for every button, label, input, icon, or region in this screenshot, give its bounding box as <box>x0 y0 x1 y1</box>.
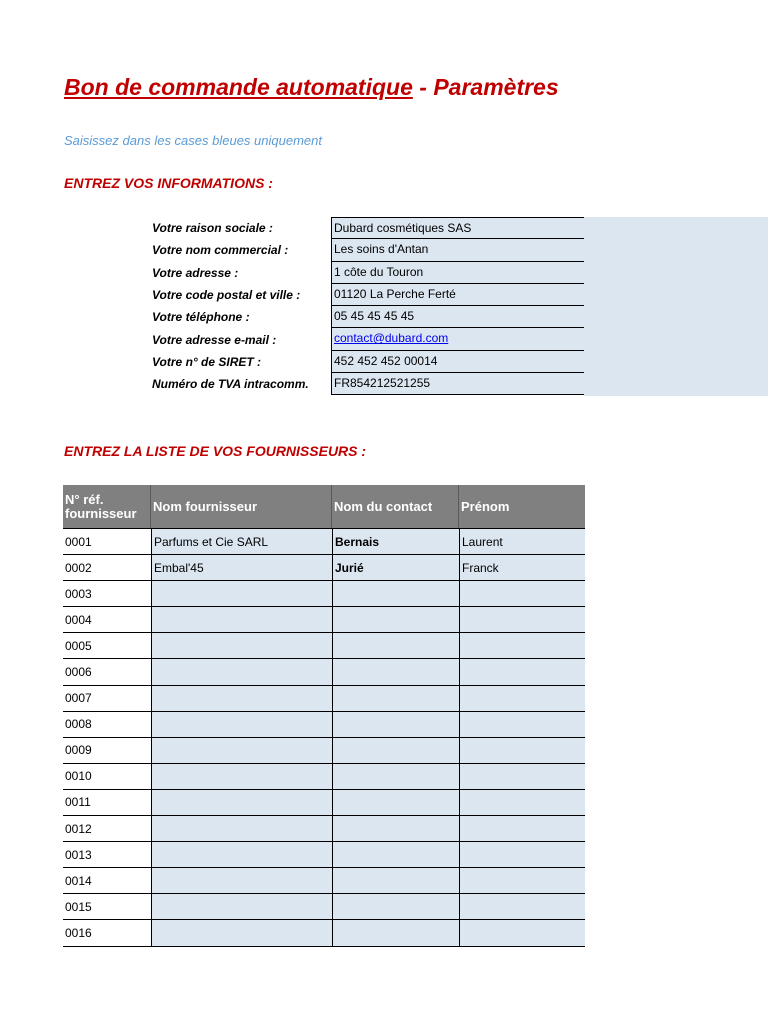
info-extension-fill <box>584 217 768 396</box>
cell-ref: 0013 <box>65 847 92 862</box>
info-input-field[interactable]: 1 côte du Touron <box>331 262 584 284</box>
table-row <box>63 686 585 712</box>
cell-supplier-name[interactable] <box>151 790 332 815</box>
cell-first-name[interactable] <box>459 790 585 815</box>
cell-supplier-name[interactable] <box>151 738 332 763</box>
info-label: Votre code postal et ville : <box>152 288 301 303</box>
info-row <box>152 284 584 306</box>
table-row <box>63 633 585 659</box>
cell-contact-name[interactable] <box>332 581 459 606</box>
cell-first-name[interactable] <box>459 633 585 658</box>
info-row <box>152 351 584 373</box>
info-label: Votre raison sociale : <box>152 221 273 236</box>
table-row <box>63 712 585 738</box>
cell-first-name[interactable] <box>459 842 585 867</box>
suppliers-table <box>63 485 585 947</box>
cell-supplier-name[interactable] <box>151 581 332 606</box>
table-row <box>63 607 585 633</box>
table-row <box>63 790 585 816</box>
cell-supplier-name[interactable] <box>151 712 332 737</box>
cell-ref: 0006 <box>65 665 92 680</box>
table-row <box>63 555 585 581</box>
cell-supplier-name[interactable]: Parfums et Cie SARL <box>151 529 332 554</box>
cell-first-name[interactable] <box>459 894 585 919</box>
info-label: Votre adresse : <box>152 265 239 280</box>
cell-supplier-name[interactable] <box>151 659 332 684</box>
table-body <box>63 529 585 947</box>
cell-contact-name[interactable] <box>332 607 459 632</box>
info-input-field[interactable]: FR854212521255 <box>331 373 584 395</box>
info-row <box>152 328 584 350</box>
header-contact-name: Nom du contact <box>332 485 459 528</box>
table-row <box>63 868 585 894</box>
cell-supplier-name[interactable] <box>151 868 332 893</box>
cell-first-name[interactable] <box>459 868 585 893</box>
cell-contact-name[interactable]: Bernais <box>332 529 459 554</box>
info-row <box>152 217 584 239</box>
section-heading-info: ENTREZ VOS INFORMATIONS : <box>64 175 273 191</box>
info-row <box>152 373 584 395</box>
cell-first-name[interactable] <box>459 607 585 632</box>
cell-supplier-name[interactable] <box>151 633 332 658</box>
cell-ref: 0009 <box>65 743 92 758</box>
email-link-field[interactable]: contact@dubard.com <box>331 328 584 350</box>
table-row <box>63 764 585 790</box>
cell-first-name[interactable] <box>459 712 585 737</box>
info-input-field[interactable]: 452 452 452 00014 <box>331 351 584 373</box>
cell-supplier-name[interactable] <box>151 842 332 867</box>
cell-supplier-name[interactable] <box>151 607 332 632</box>
cell-contact-name[interactable] <box>332 816 459 841</box>
cell-first-name[interactable]: Laurent <box>459 529 585 554</box>
cell-supplier-name[interactable] <box>151 816 332 841</box>
page-title <box>64 74 559 101</box>
cell-supplier-name[interactable] <box>151 764 332 789</box>
cell-contact-name[interactable] <box>332 842 459 867</box>
cell-supplier-name[interactable] <box>151 686 332 711</box>
cell-first-name[interactable]: Franck <box>459 555 585 580</box>
title-main: Bon de commande automatique <box>64 74 413 100</box>
info-form <box>152 217 584 395</box>
cell-first-name[interactable] <box>459 920 585 945</box>
instructions-text: Saisissez dans les cases bleues uniquement <box>64 133 322 148</box>
header-first-name: Prénom <box>461 498 510 514</box>
cell-first-name[interactable] <box>459 764 585 789</box>
info-input-field[interactable]: Les soins d'Antan <box>331 239 584 261</box>
cell-first-name[interactable] <box>459 686 585 711</box>
info-row <box>152 262 584 284</box>
cell-ref: 0010 <box>65 769 92 784</box>
section-heading-suppliers: ENTREZ LA LISTE DE VOS FOURNISSEURS : <box>64 443 367 459</box>
info-input-field[interactable]: 05 45 45 45 45 <box>331 306 584 328</box>
table-row <box>63 659 585 685</box>
header-ref: N° réf. fournisseur <box>63 485 151 528</box>
info-label: Votre téléphone : <box>152 310 250 325</box>
cell-contact-name[interactable]: Jurié <box>332 555 459 580</box>
cell-ref: 0008 <box>65 717 92 732</box>
cell-supplier-name[interactable]: Embal'45 <box>151 555 332 580</box>
cell-contact-name[interactable] <box>332 868 459 893</box>
cell-contact-name[interactable] <box>332 920 459 945</box>
table-row <box>63 529 585 555</box>
table-header-row <box>63 485 585 529</box>
cell-first-name[interactable] <box>459 659 585 684</box>
info-row <box>152 239 584 261</box>
info-label: Numéro de TVA intracomm. <box>152 377 309 392</box>
cell-ref: 0004 <box>65 612 92 627</box>
cell-first-name[interactable] <box>459 738 585 763</box>
cell-ref: 0015 <box>65 899 92 914</box>
cell-ref: 0005 <box>65 638 92 653</box>
table-row <box>63 920 585 946</box>
info-label: Votre n° de SIRET : <box>152 354 262 369</box>
info-label: Votre nom commercial : <box>152 243 289 258</box>
cell-contact-name[interactable] <box>332 633 459 658</box>
cell-ref: 0012 <box>65 821 92 836</box>
cell-ref: 0014 <box>65 873 92 888</box>
title-sub: Paramètres <box>433 74 559 100</box>
info-input-field[interactable]: 01120 La Perche Ferté <box>331 284 584 306</box>
cell-ref: 0001 <box>65 534 92 549</box>
table-row <box>63 842 585 868</box>
cell-contact-name[interactable] <box>332 764 459 789</box>
cell-ref: 0016 <box>65 925 92 940</box>
table-row <box>63 738 585 764</box>
cell-contact-name[interactable] <box>332 790 459 815</box>
table-row <box>63 581 585 607</box>
table-row <box>63 894 585 920</box>
cell-contact-name[interactable] <box>332 686 459 711</box>
info-input-field[interactable]: Dubard cosmétiques SAS <box>331 217 584 239</box>
table-row <box>63 816 585 842</box>
title-separator: - <box>412 74 434 100</box>
cell-contact-name[interactable] <box>332 894 459 919</box>
header-supplier-name: Nom fournisseur <box>151 485 332 528</box>
cell-first-name[interactable] <box>459 816 585 841</box>
info-label: Votre adresse e-mail : <box>152 332 277 347</box>
cell-supplier-name[interactable] <box>151 920 332 945</box>
cell-contact-name[interactable] <box>332 712 459 737</box>
cell-ref: 0002 <box>65 560 92 575</box>
cell-ref: 0007 <box>65 691 92 706</box>
cell-supplier-name[interactable] <box>151 894 332 919</box>
cell-ref: 0011 <box>65 795 91 810</box>
cell-contact-name[interactable] <box>332 659 459 684</box>
cell-ref: 0003 <box>65 586 92 601</box>
info-row <box>152 306 584 328</box>
cell-first-name[interactable] <box>459 581 585 606</box>
cell-contact-name[interactable] <box>332 738 459 763</box>
